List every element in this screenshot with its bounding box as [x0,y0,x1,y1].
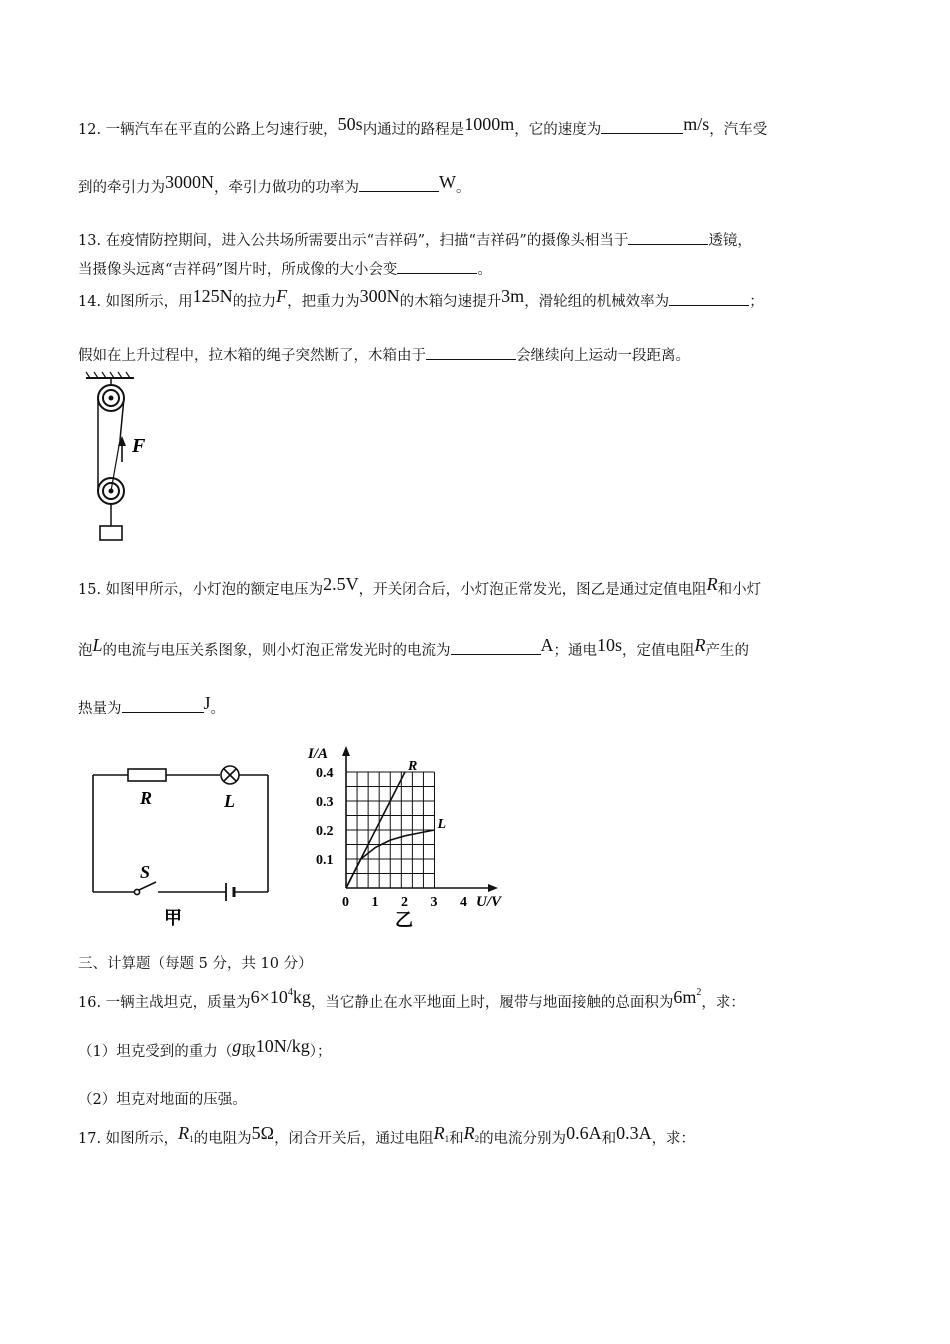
chart-caption: 乙 [395,910,413,930]
q17-line1: 17. 如图所示，$R_1$的电阻为5Ω，闭合开关后，通过电阻$R_1$和$R_2$的电流分别为0.6A和0.3A，求： [78,1123,696,1147]
force-label: F [132,435,146,457]
series-label-R: R [408,759,418,774]
x-tick-label: 2 [401,895,408,910]
x-tick-label: 4 [460,895,467,910]
section-heading: 三、计算题（每题 5 分，共 10 分） [78,956,313,972]
answer-blank[interactable] [122,698,204,713]
x-tick-label: 3 [430,895,438,910]
iv-chart [300,740,540,930]
lamp-label: L [224,791,235,811]
q15-line2: 泡L的电流与电压关系图象，则小灯泡正常发光时的电流为 A；通电10s，定值电阻R产生的 [78,635,750,659]
y-axis-arrow [342,746,350,756]
q12-line1: 12. 一辆汽车在平直的公路上匀速行驶，50s内通过的路程是1000m，它的速度为 m/s，汽车受 [78,114,768,138]
answer-blank[interactable] [669,291,749,306]
y-tick-label: 0.2 [316,824,334,839]
q16-part2: （2）坦克对地面的压强。 [78,1092,247,1108]
q15-line3: 热量为 J。 [78,693,226,717]
resistor-label: R [140,788,153,808]
series-label-L: L [437,817,447,832]
x-tick-label: 0 [342,895,349,910]
y-axis-label: I/A [308,746,329,762]
pulley-figure [80,370,170,545]
q12-line2: 到的牵引力为3000N，牵引力做功的功率为 W。 [78,172,471,196]
figure-caption: 甲 [164,908,182,928]
switch-label: S [140,862,151,882]
y-tick-label: 0.4 [316,766,334,781]
answer-blank[interactable] [628,230,708,245]
y-tick-label: 0.3 [316,795,334,810]
answer-blank[interactable] [601,119,683,134]
q14-line1: 14. 如图所示，用125N的拉力F，把重力为300N的木箱匀速提升3m，滑轮组的机械效率为 ； [78,286,764,310]
answer-blank[interactable] [451,640,541,655]
q15-line1: 15. 如图甲所示，小灯泡的额定电压为2.5V，开关闭合后，小灯泡正常发光，图乙是通过定值电阻R和小灯 [78,574,762,598]
x-axis-arrow [488,884,498,892]
answer-blank[interactable] [359,177,439,192]
q16-line1: 16. 一辆主战坦克，质量为$6\times 10^4kg$，当它静止在水平地面上时，履带与地面接触的总面积为$6m^2$，求： [78,987,745,1011]
circuit-figure [88,760,278,930]
q13-line1: 13. 在疫情防控期间，进入公共场所需要出示“吉祥码”，扫描“吉祥码”的摄像头相当于 透镜， [78,229,752,250]
y-tick-label: 0.1 [316,853,334,868]
answer-blank[interactable] [397,259,477,274]
q13-line2: 当摄像头远离“吉祥码”图片时，所成像的大小会变 。 [78,258,492,279]
x-axis-label: U/V [476,894,502,910]
q16-part1: （1）坦克受到的重力（g取10N/kg）； [78,1036,332,1060]
x-tick-label: 1 [371,895,379,910]
q14-line2: 假如在上升过程中，拉木箱的绳子突然断了，木箱由于 会继续向上运动一段距离。 [78,344,690,365]
answer-blank[interactable] [426,345,516,360]
